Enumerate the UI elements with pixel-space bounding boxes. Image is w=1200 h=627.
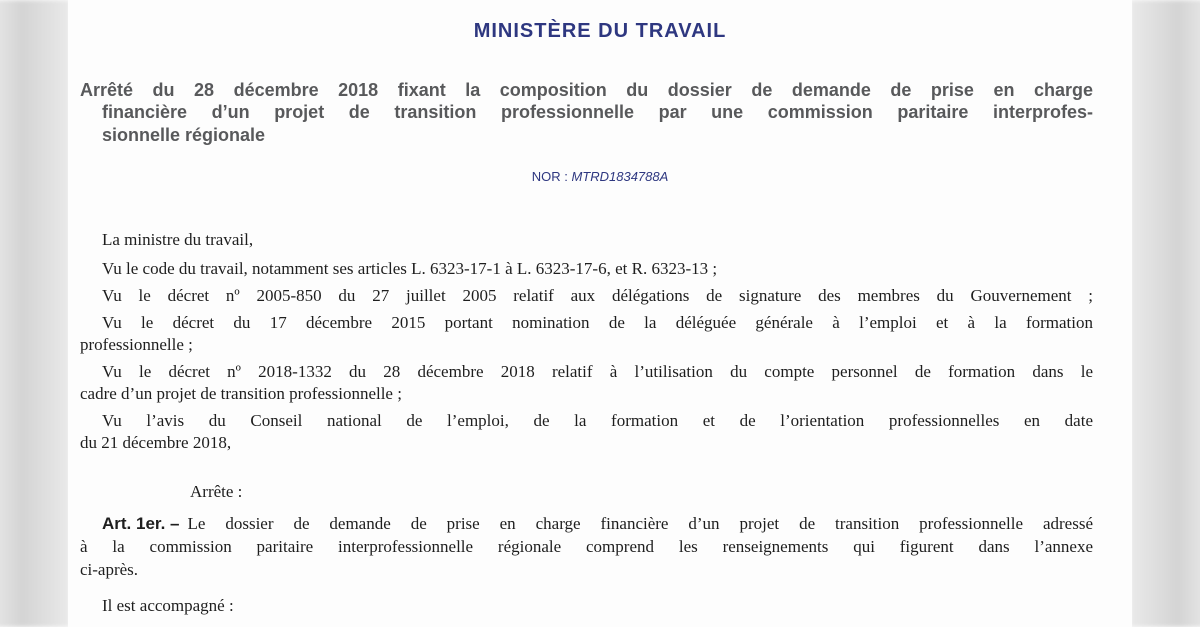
decree-title-line: Arrêté du 28 décembre 2018 fixant la composition du dossier de demande de prise en charge <box>80 80 1093 100</box>
visa: Vu le code du travail, notamment ses articles L. 6323-17-1 à L. 6323-17-6, et R. 6323-13 ; <box>102 259 718 278</box>
intro: La ministre du travail, <box>102 230 254 249</box>
nor-reference <box>68 169 1132 184</box>
visa: professionnelle ; <box>80 335 193 354</box>
visa: du 21 décembre 2018, <box>80 433 232 452</box>
nor-value: MTRD1834788A <box>571 169 669 184</box>
blurred-background-right <box>1130 0 1200 627</box>
article-1-text: ci-après. <box>80 560 139 579</box>
ministry-header: MINISTÈRE DU TRAVAIL <box>473 20 727 42</box>
nor-label: NOR : <box>531 169 568 184</box>
decree-title-line: financière d’un projet de transition professionnelle par une commission paritaire interprofes- <box>102 102 1093 122</box>
visa: Vu le décret nº 2005-850 du 27 juillet 2005 relatif aux délégations de signature des membres du Gouvernement ; <box>102 286 1093 305</box>
article-1-text: Le dossier de demande de prise en charge financière d’un projet de transition professionnelle adressé <box>187 514 1093 533</box>
arrete-heading: Arrête : <box>190 482 243 501</box>
article-1-label: Art. 1er. – <box>102 514 180 533</box>
decree-title-line: sionnelle régionale <box>102 125 266 145</box>
accompaniment-text: Il est accompagné : <box>102 596 234 615</box>
visa: Vu l’avis du Conseil national de l’emploi, de la formation et de l’orientation professionnelles en date <box>102 411 1093 430</box>
visa: Vu le décret nº 2018-1332 du 28 décembre 2018 relatif à l’utilisation du compte personnel de formation dans le <box>102 362 1093 381</box>
blurred-background-left <box>0 0 70 627</box>
document-page <box>68 0 1132 627</box>
article-1-text: à la commission paritaire interprofessionnelle régionale comprend les renseignements qui figurent dans l’annexe <box>80 537 1093 556</box>
visa: cadre d’un projet de transition professionnelle ; <box>80 384 402 403</box>
article-1-line <box>102 514 1093 534</box>
visa: Vu le décret du 17 décembre 2015 portant nomination de la déléguée générale à l’emploi et à la formation <box>102 313 1093 332</box>
